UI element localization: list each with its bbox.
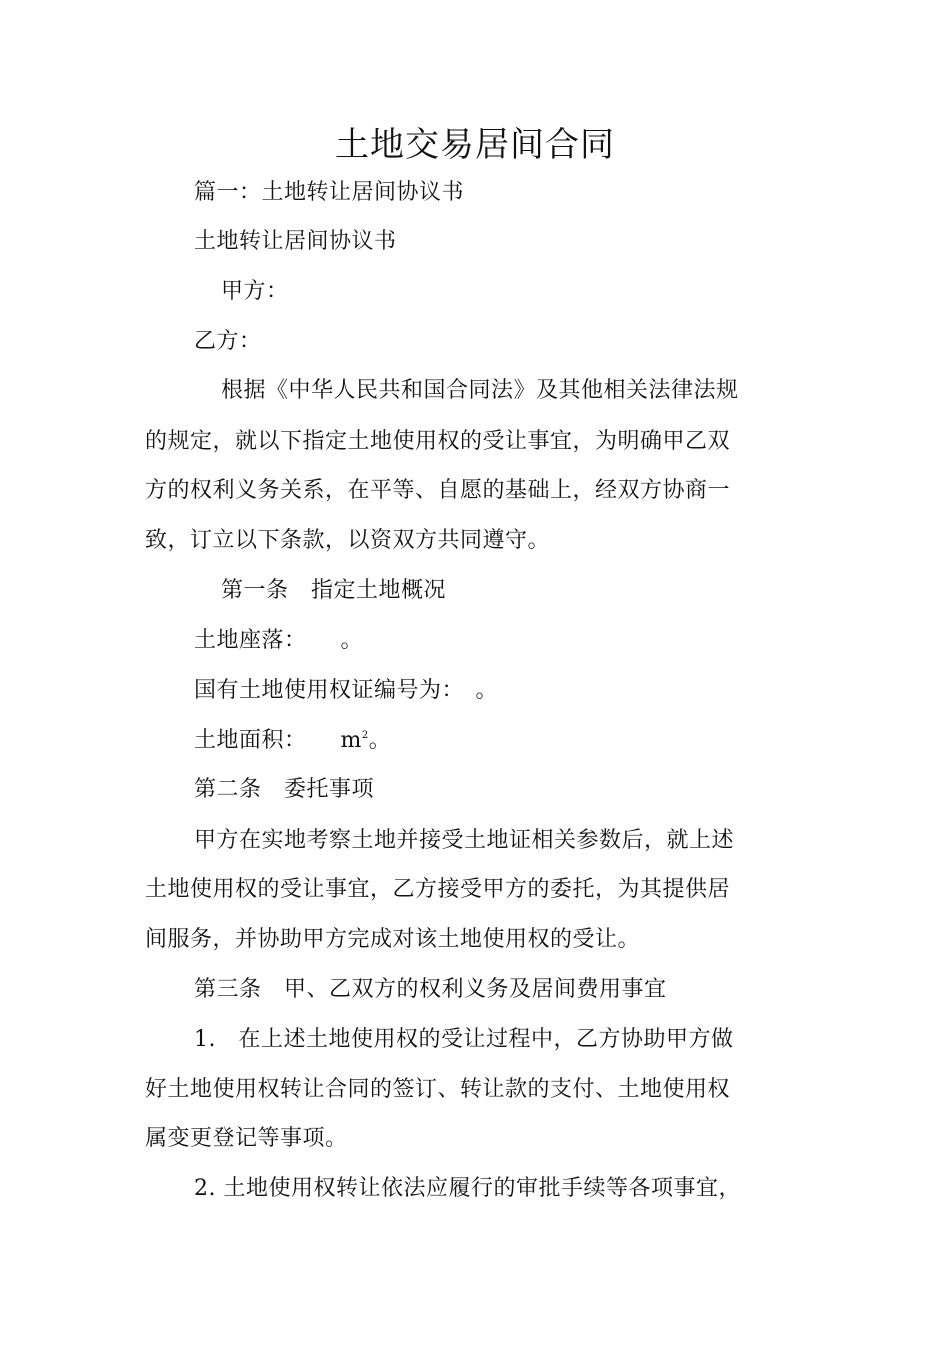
paragraph-line: 好土地使用权转让合同的签订、转让款的支付、土地使用权 bbox=[145, 1077, 731, 1102]
paragraph-line: 致，订立以下条款，以资双方共同遵守。 bbox=[145, 528, 551, 553]
paragraph-line: 甲方在实地考察土地并接受土地证相关参数后，就上述 bbox=[194, 828, 735, 853]
article-one-heading: 第一条 指定土地概况 bbox=[221, 578, 447, 603]
certificate-number-line: 国有土地使用权证编号为： 。 bbox=[194, 678, 499, 703]
paragraph-line: 根据《中华人民共和国合同法》及其他相关法律法规 bbox=[221, 378, 739, 403]
document-title: 土地交易居间合同 bbox=[335, 125, 615, 165]
paragraph-line: 的规定，就以下指定土地使用权的受让事宜，为明确甲乙双 bbox=[145, 429, 731, 454]
land-area-end: 。 bbox=[368, 728, 392, 753]
paragraph-line: 2. 土地使用权转让依法应履行的审批手续等各项事宜， bbox=[194, 1176, 741, 1201]
paragraph-line: 土地使用权的受让事宜，乙方接受甲方的委托，为其提供居 bbox=[145, 877, 731, 902]
agreement-name: 土地转让居间协议书 bbox=[194, 229, 397, 254]
land-area-text: 土地面积： m bbox=[194, 728, 362, 753]
party-b-label: 乙方： bbox=[194, 329, 262, 354]
paragraph-line: 间服务，并协助甲方完成对该土地使用权的受让。 bbox=[145, 927, 641, 952]
article-two-heading: 第二条 委托事项 bbox=[194, 777, 375, 802]
article-three-heading: 第三条 甲、乙双方的权利义务及居间费用事宜 bbox=[194, 977, 667, 1002]
section-heading: 篇一：土地转让居间协议书 bbox=[194, 180, 465, 205]
paragraph-line: 属变更登记等事项。 bbox=[145, 1126, 348, 1151]
area-superscript: 2 bbox=[361, 730, 369, 741]
land-location-line: 土地座落： 。 bbox=[194, 628, 364, 653]
party-a-label: 甲方： bbox=[221, 279, 289, 304]
land-area-line bbox=[194, 726, 391, 756]
paragraph-line: 1. 在上述土地使用权的受让过程中，乙方协助甲方做 bbox=[194, 1027, 734, 1052]
paragraph-line: 方的权利义务关系，在平等、自愿的基础上，经双方协商一 bbox=[145, 478, 731, 503]
